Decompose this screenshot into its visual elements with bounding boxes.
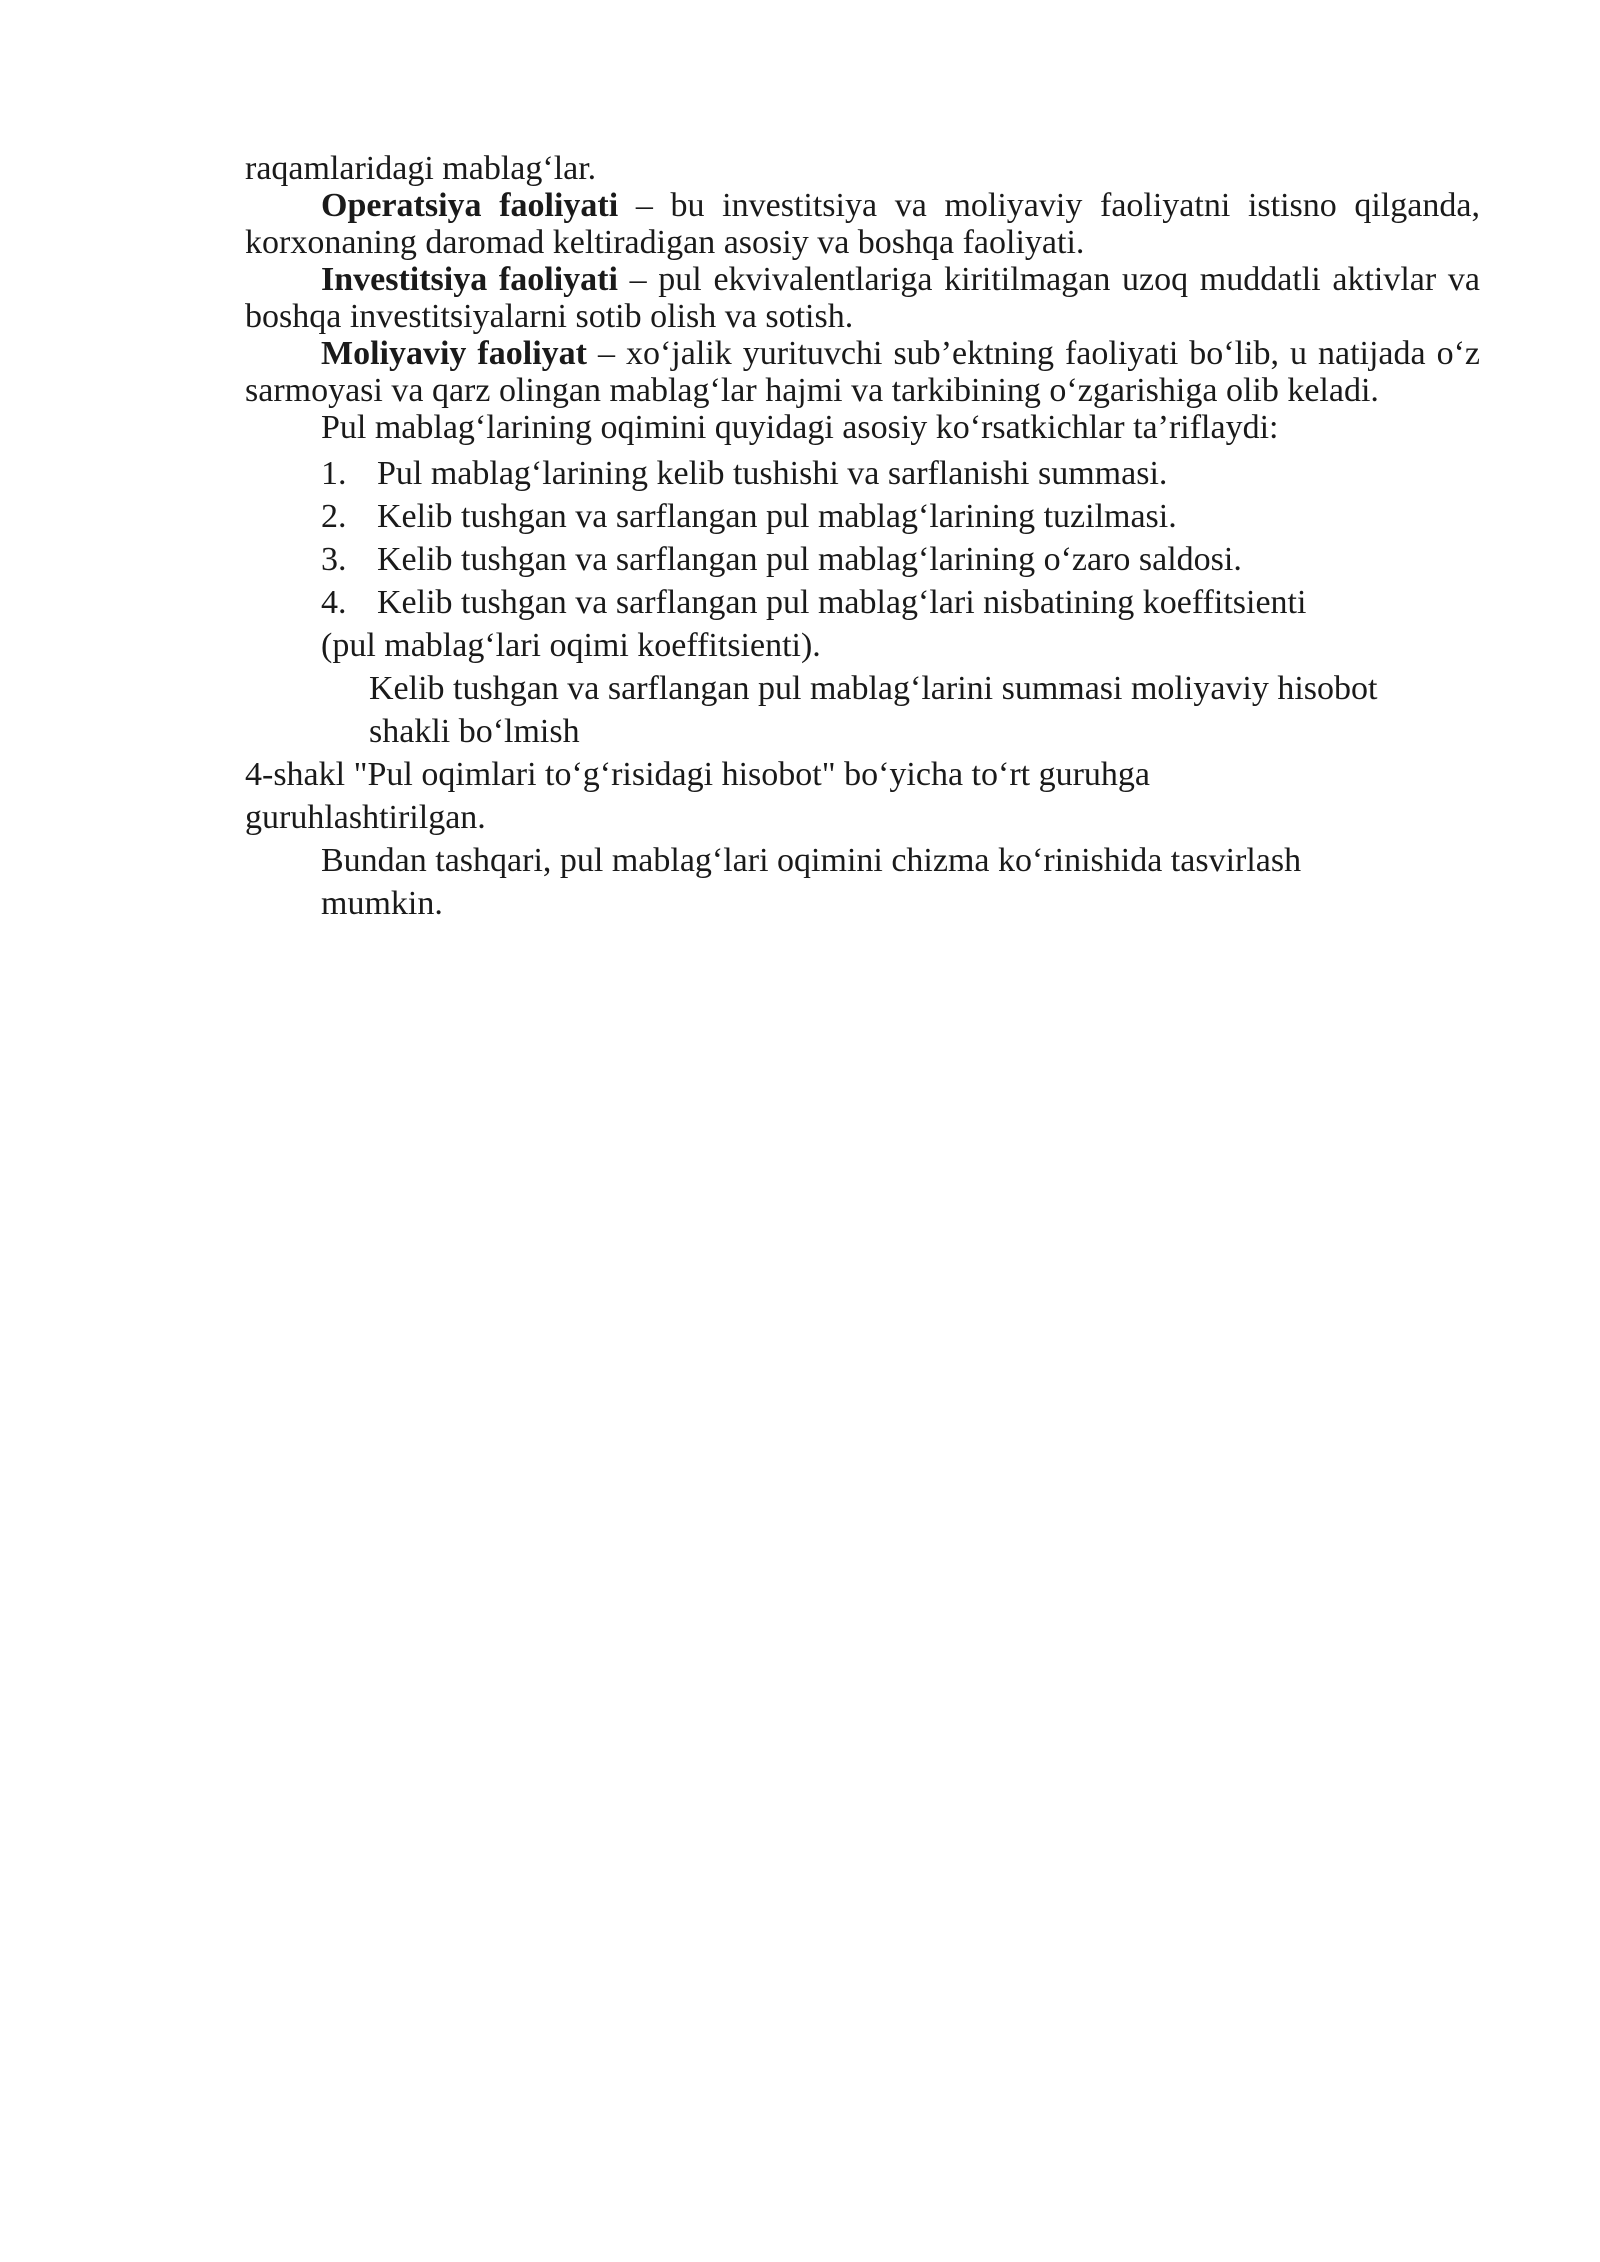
list-text: Kelib tushgan va sarflangan pul mablag‘larining tuzilmasi. bbox=[377, 498, 1177, 535]
paragraph-operatsiya bbox=[245, 187, 1480, 261]
list-number: 2. bbox=[321, 498, 347, 535]
definition-moliyaviy: – xo‘jalik yurituvchi sub’ektning faoliyati bo‘lib, u natijada o‘z sarmoyasi va qarz olingan mablag‘lar hajmi va tarkibining o‘zgarishiga olib keladi. bbox=[245, 335, 1480, 409]
document-body bbox=[245, 150, 1480, 925]
list-text-continuation: (pul mablag‘lari oqimi koeffitsienti). bbox=[321, 627, 821, 664]
paragraph-moliyaviy bbox=[245, 335, 1480, 409]
paragraph-closing-line1: Bundan tashqari, pul mablag‘lari oqimini chizma ko‘rinishida tasvirlash bbox=[321, 842, 1302, 879]
list-number: 4. bbox=[321, 584, 347, 621]
paragraph-continuation: raqamlaridagi mablag‘lar. bbox=[245, 150, 597, 187]
paragraph-intro: Pul mablag‘larining oqimini quyidagi asosiy ko‘rsatkichlar ta’riflaydi: bbox=[321, 409, 1279, 446]
list-number: 1. bbox=[321, 455, 347, 492]
definition-operatsiya: – bu investitsiya va moliyaviy faoliyatni istisno qilganda, korxonaning daromad keltiradigan asosiy va boshqa faoliyati. bbox=[245, 187, 1480, 261]
list-text: Kelib tushgan va sarflangan pul mablag‘larining o‘zaro saldosi. bbox=[377, 541, 1242, 578]
list-item bbox=[245, 581, 1480, 667]
list-number: 3. bbox=[321, 541, 347, 578]
paragraph-summary-line1: Kelib tushgan va sarflangan pul mablag‘larini summasi moliyaviy hisobot bbox=[369, 670, 1378, 707]
term-operatsiya: Operatsiya faoliyati bbox=[321, 187, 619, 224]
list-item bbox=[245, 538, 1480, 581]
list-text: Pul mablag‘larining kelib tushishi va sarflanishi summasi. bbox=[377, 455, 1168, 492]
paragraph-summary-line4: guruhlashtirilgan. bbox=[245, 799, 486, 836]
paragraph-investitsiya bbox=[245, 261, 1480, 335]
paragraph-summary-line2: shakli bo‘lmish bbox=[369, 713, 580, 750]
definition-investitsiya: – pul ekvivalentlariga kiritilmagan uzoq muddatli aktivlar va boshqa investitsiyalarni sotib olish va sotish. bbox=[245, 261, 1480, 335]
list-text: Kelib tushgan va sarflangan pul mablag‘lari nisbatining koeffitsienti bbox=[377, 584, 1307, 621]
paragraph-closing-line2: mumkin. bbox=[321, 885, 443, 922]
term-investitsiya: Investitsiya faoliyati bbox=[321, 261, 618, 298]
paragraph-summary-line3: 4-shakl "Pul oqimlari to‘g‘risidagi hisobot" bo‘yicha to‘rt guruhga bbox=[245, 756, 1151, 793]
list-item bbox=[245, 495, 1480, 538]
term-moliyaviy: Moliyaviy faoliyat bbox=[321, 335, 587, 372]
list-item bbox=[245, 452, 1480, 495]
indicator-list bbox=[245, 452, 1480, 667]
